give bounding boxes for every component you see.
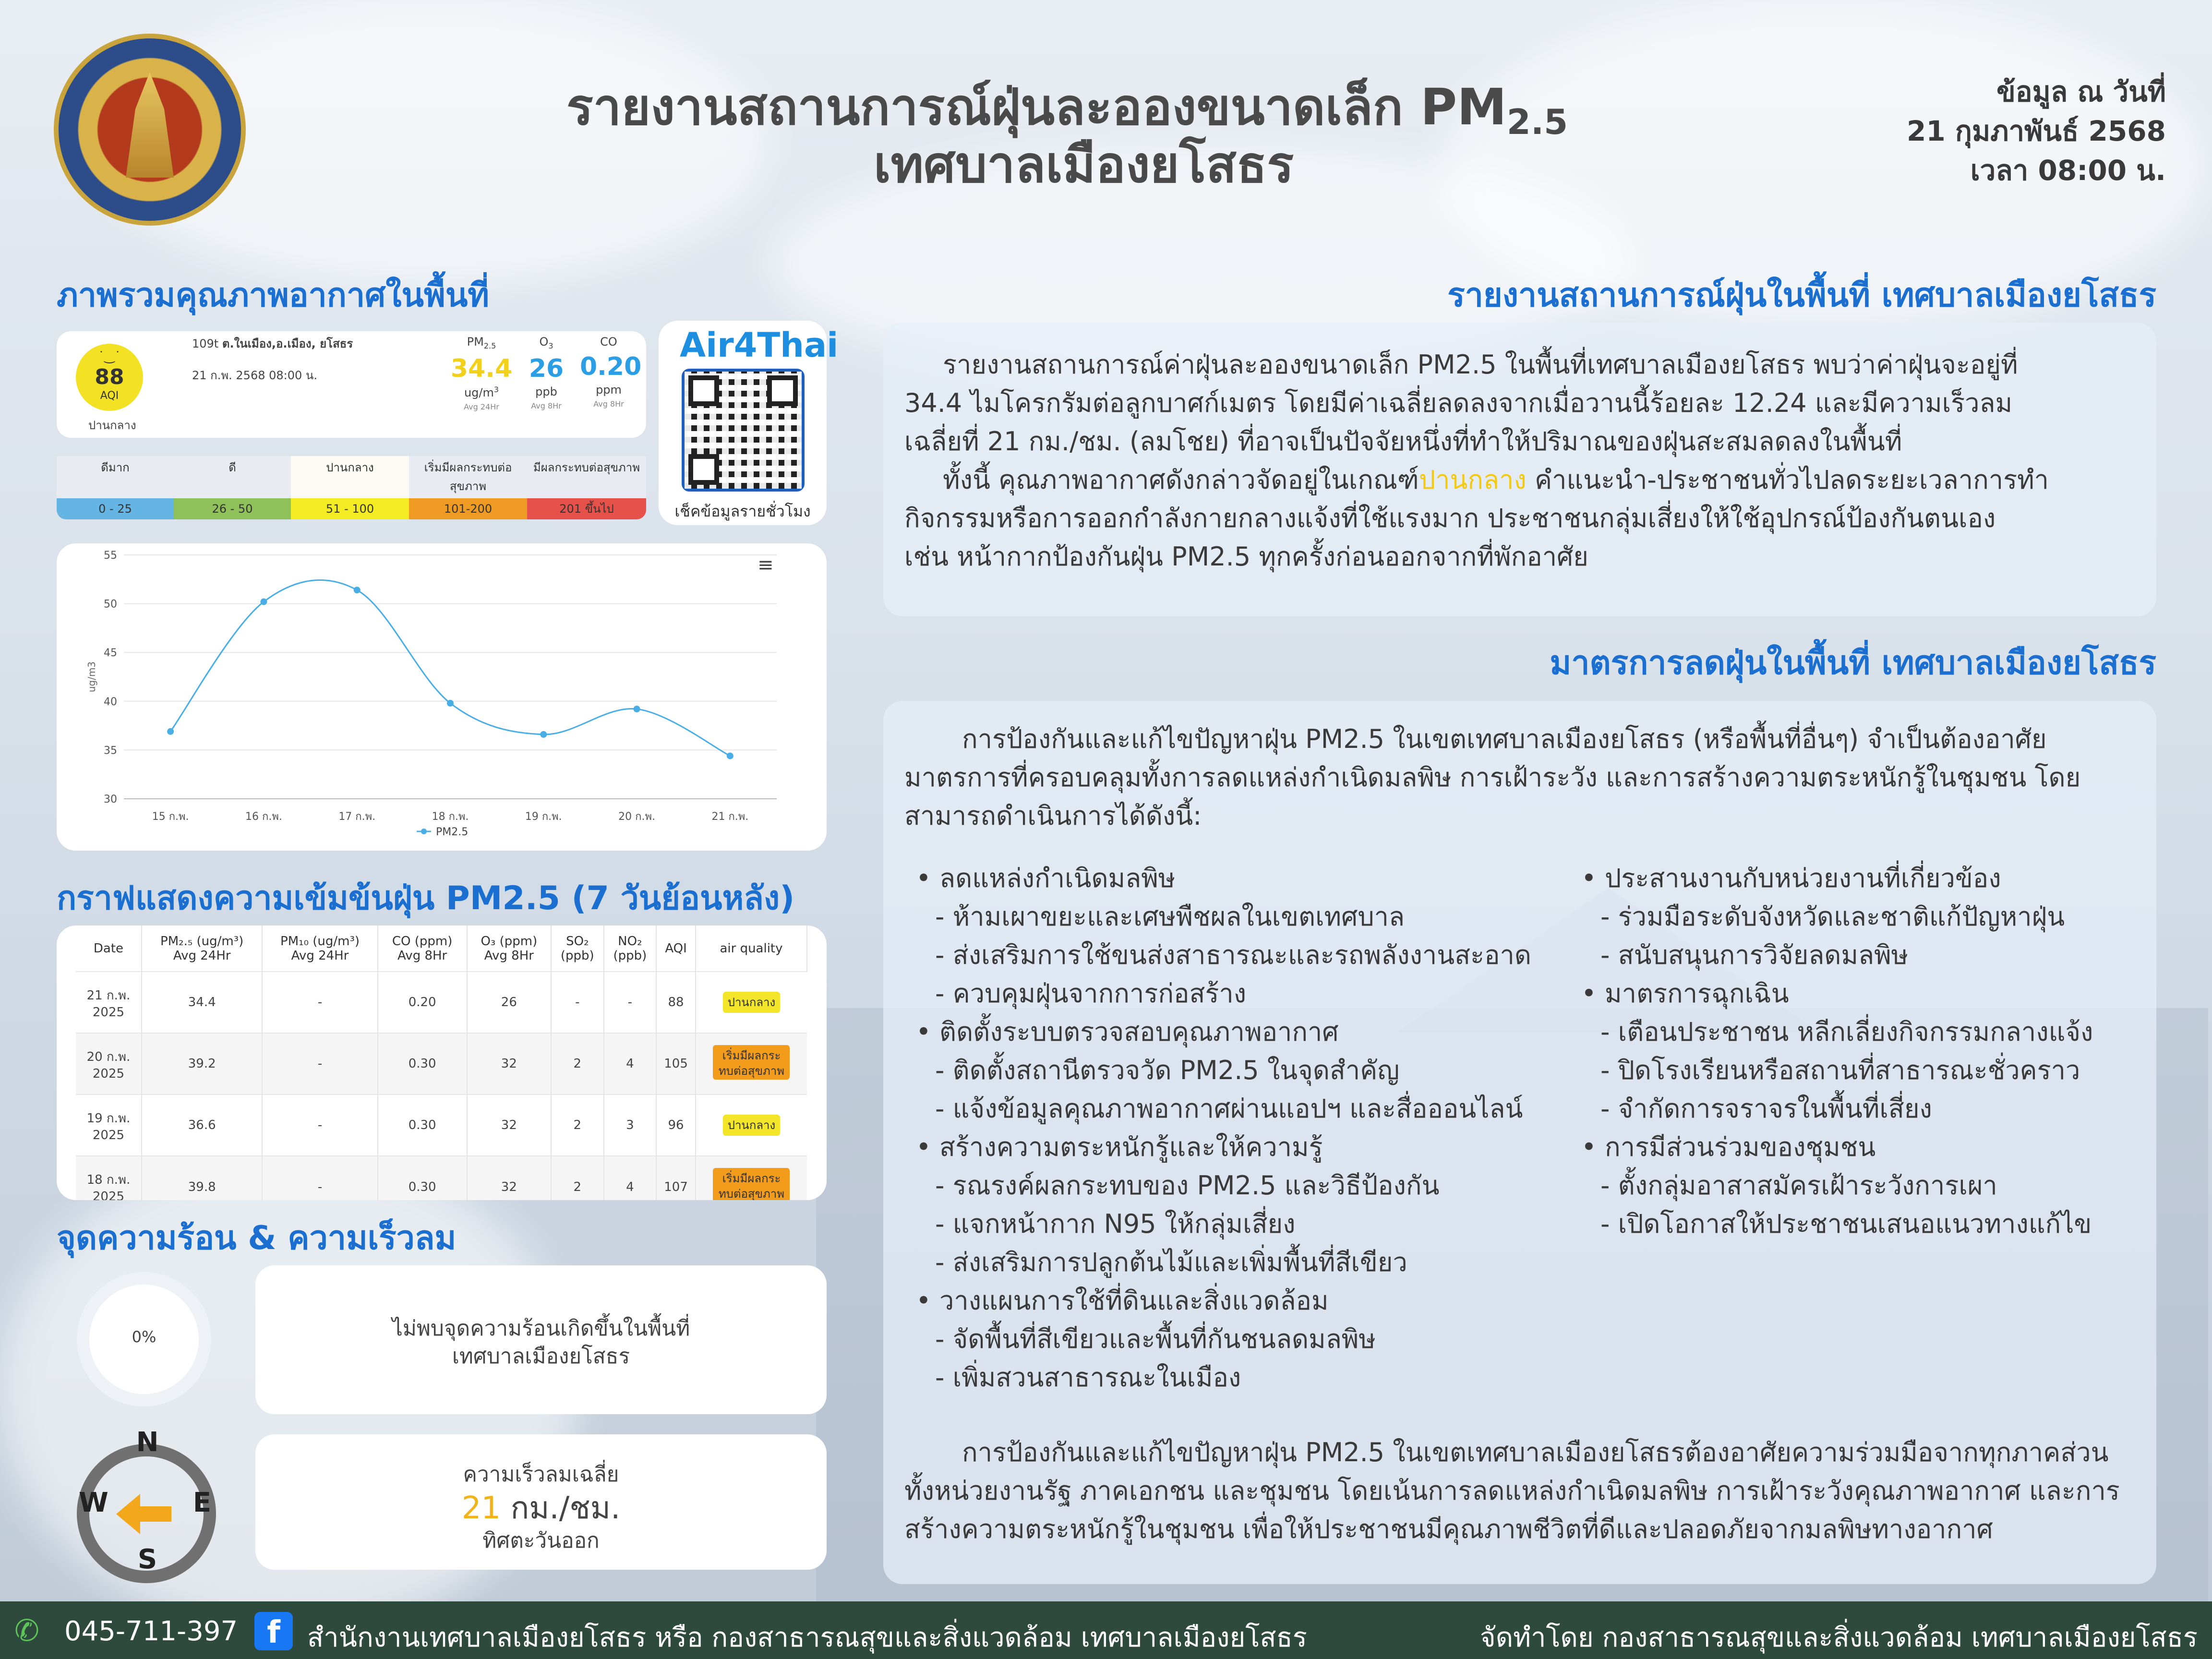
measure-category: • ลดแหล่งกำเนิดมลพิษ	[904, 859, 1567, 898]
phone-icon: ✆	[14, 1613, 39, 1648]
measure-category: • การมีส่วนร่วมของชุมชน	[1570, 1128, 2146, 1166]
table-header: PM₁₀ (ug/m³) Avg 24Hr	[262, 926, 377, 972]
measures-conclusion: การป้องกันและแก้ไขปัญหาฝุ่น PM2.5 ในเขตเทศบาลเมืองยโสธรต้องอาศัยความร่วมมือจากทุกภาคส่วน ทั้งหน่วยงานรัฐ ภาคเอกชน และชุมชน โดยเน้นการลดแหล่งกำเนิดมลพิษ การเฝ้าระวังคุณภาพอากาศ และการ สร้างความตระหนักรู้ในชุมชน เพื่อให้ประชาชนมีคุณภาพชีวิตที่ดีและปลอดภัยจากมลพิษทางอากาศ	[904, 1437, 2120, 1544]
x-tick-label: 16 ก.พ.	[245, 811, 282, 823]
data-point	[634, 706, 640, 712]
x-tick-label: 18 ก.พ.	[432, 811, 469, 823]
measures-list-left	[904, 859, 1567, 1397]
measure-item: - รณรงค์ผลกระทบของ PM2.5 และวิธีป้องกัน	[904, 1166, 1567, 1205]
aqi-scale-level: ดี 26 - 50	[174, 456, 291, 519]
wind-speed-card: ความเร็วลมเฉลี่ย 21 กม./ชม. ทิศตะวันออก	[255, 1434, 827, 1570]
air-quality-badge: เริ่มมีผลกระทบต่อสุขภาพ	[713, 1045, 790, 1080]
y-tick-label: 35	[104, 745, 117, 757]
measures-heading: มาตรการลดฝุ่นในพื้นที่ เทศบาลเมืองยโสธร	[1550, 644, 2156, 682]
y-tick-label: 30	[104, 793, 117, 805]
footer-office: สำนักงานเทศบาลเมืองยโสธร หรือ กองสาธารณสุขและสิ่งแวดล้อม เทศบาลเมืองยโสธร	[307, 1622, 1307, 1653]
pm25-line-chart	[57, 543, 827, 851]
y-axis-label: ug/m3	[86, 661, 97, 693]
measure-item: - เตือนประชาชน หลีกเลี่ยงกิจกรรมกลางแจ้ง	[1570, 1013, 2146, 1051]
legend-label: PM2.5	[436, 826, 469, 838]
table-row: 18 ก.พ. 2025 39.8 - 0.30 32 2 4 107 เริ่มมีผลกระทบต่อสุขภาพ	[76, 1156, 807, 1200]
station-datetime: 21 ก.พ. 2568 08:00 น.	[192, 369, 317, 382]
wind-compass	[77, 1427, 216, 1583]
measure-item: - จำกัดการจราจรในพื้นที่เสี่ยง	[1570, 1090, 2146, 1128]
hotspot-percent-ring: 0%	[77, 1272, 211, 1407]
data-point	[354, 587, 361, 593]
table-header: NO₂ (ppb)	[604, 926, 657, 972]
compass-south: S	[137, 1544, 157, 1575]
measure-item: - ส่งเสริมการปลูกต้นไม้และเพิ่มพื้นที่สีเขียว	[904, 1243, 1567, 1282]
measure-category: • มาตรการฉุกเฉิน	[1570, 974, 2146, 1013]
y-tick-label: 50	[104, 598, 117, 611]
table-header: PM₂.₅ (ug/m³) Avg 24Hr	[142, 926, 263, 972]
measures-card: การป้องกันและแก้ไขปัญหาฝุ่น PM2.5 ในเขตเทศบาลเมืองยโสธร (หรือพื้นที่อื่นๆ) จำเป็นต้องอาศัย มาตรการที่ครอบคลุมทั้งการลดแหล่งกำเนิดมลพิษ การเฝ้าระวัง และการสร้างความตระหนักรู้ในชุมชน โดย สามารถดำเนินการได้ดังนี้: • ลดแหล่งกำเนิดมลพิษ - ห้ามเผาขยะและเศษพืชผลในเขตเทศบาล - ส่งเสริมการใช้ขนส่งสาธารณะและรถพลังงานสะอาด - ควบคุมฝุ่นจากการก่อสร้าง • ติดตั้งระบบตรวจสอบคุณภาพอากาศ - ติดตั้งสถานีตรวจวัด PM2.5 ในจุดสำคัญ - แจ้งข้อมูลคุณภาพอากาศผ่านแอปฯ และสื่อออนไลน์ • สร้างความตระหนักรู้และให้ความรู้ - รณรงค์ผลกระทบของ PM2.5 และวิธีป้องกัน - แจกหน้ากาก N95 ให้กลุ่มเสี่ยง - ส่งเสริมการปลูกต้นไม้และเพิ่มพื้นที่สีเขียว • วางแผนการใช้ที่ดินและสิ่งแวดล้อม - จัดพื้นที่สีเขียวและพื้นที่กันชนลดมลพิษ - เพิ่มสวนสาธารณะในเมือง • ประสานงานกับหน่วยงานที่เกี่ยวข้อง - ร่วมมือระดับจังหวัดและชาติแก้ปัญหาฝุ่น - สนับสนุนการวิจัยลดมลพิษ • มาตรการฉุกเฉิน - เตือนประชาชน หลีกเลี่ยงกิจกรรมกลางแจ้ง - ปิดโรงเรียนหรือสถานที่สาธารณะชั่วคราว - จำกัดการจราจรในพื้นที่เสี่ยง • การมีส่วนร่วมของชุมชน - ตั้งกลุ่มอาสาสมัครเฝ้าระวังการเผา - เปิดโอกาสให้ประชาชนเสนอแนวทางแก้ไข การป้องกันและแก้ไขปัญหาฝุ่น PM2.5 ในเขตเทศบาลเมืองยโสธรต้องอาศัยความร่วมมือจากทุกภาคส่วน ทั้งหน่วยงานรัฐ ภาคเอกชน และชุมชน โดยเน้นการลดแหล่งกำเนิดมลพิษ การเฝ้าระวังคุณภาพอากาศ และการ สร้างความตระหนักรู้ในชุมชน เพื่อให้ประชาชนมีคุณภาพชีวิตที่ดีและปลอดภัยจากมลพิษทางอากาศ	[883, 701, 2156, 1584]
page-title: รายงานสถานการณ์ฝุ่นละอองขนาดเล็ก PM2.5	[566, 78, 1568, 142]
table-header: O₃ (ppm) Avg 8Hr	[467, 926, 551, 972]
y-tick-label: 45	[104, 647, 117, 660]
air-quality-badge: ปานกลาง	[723, 1115, 781, 1136]
x-tick-label: 17 ก.พ.	[338, 811, 376, 823]
history-table-card	[57, 926, 827, 1200]
wind-direction-arrow-icon	[116, 1490, 174, 1538]
aqi-scale-level: ดีมาก 0 - 25	[57, 456, 174, 519]
data-point	[167, 728, 174, 735]
table-row: 19 ก.พ. 2025 36.6 - 0.30 32 2 3 96 ปานกลาง	[76, 1094, 807, 1156]
x-tick-label: 20 ก.พ.	[618, 811, 655, 823]
history-heading: กราฟแสดงความเข้มข้นฝุ่น PM2.5 (7 วันย้อนหลัง)	[57, 879, 795, 917]
compass-east: E	[192, 1487, 212, 1518]
air-quality-badge: เริ่มมีผลกระทบต่อสุขภาพ	[713, 1168, 790, 1200]
report-date: ข้อมูล ณ วันที่ 21 กุมภาพันธ์ 2568 เวลา 08:00 น.	[1907, 75, 2166, 187]
footer-phone[interactable]: 045-711-397	[64, 1616, 238, 1647]
measure-item: - ตั้งกลุ่มอาสาสมัครเฝ้าระวังการเผา	[1570, 1166, 2146, 1205]
x-tick-label: 21 ก.พ.	[711, 811, 749, 823]
page-subtitle: เทศบาลเมืองยโสธร	[874, 135, 1294, 194]
pm25-chart-card	[57, 543, 827, 851]
series-line-pm25	[170, 580, 730, 756]
aqi-card	[57, 331, 646, 438]
aqi-scale-level: เริ่มมีผลกระทบต่อสุขภาพ 101-200	[409, 456, 527, 519]
station-info: 109t ต.ในเมือง,อ.เมือง, ยโสธร	[192, 337, 353, 350]
history-table	[76, 926, 807, 1200]
measure-item: - เปิดโอกาสให้ประชาชนเสนอแนวทางแก้ไข	[1570, 1205, 2146, 1243]
x-tick-label: 15 ก.พ.	[152, 811, 189, 823]
compass-north: N	[136, 1427, 159, 1458]
measure-category: • ติดตั้งระบบตรวจสอบคุณภาพอากาศ	[904, 1013, 1567, 1051]
measure-item: - ปิดโรงเรียนหรือสถานที่สาธารณะชั่วคราว	[1570, 1051, 2146, 1090]
measures-list-right	[1570, 859, 2146, 1243]
chart-menu-icon[interactable]: ≡	[757, 554, 774, 576]
qr-code-icon[interactable]	[682, 369, 805, 492]
data-point	[260, 599, 267, 605]
report-card: รายงานสถานการณ์ค่าฝุ่นละอองขนาดเล็ก PM2.5 ในพื้นที่เทศบาลเมืองยโสธร พบว่าค่าฝุ่นจะอยู่ที่ 34.4 ไมโครกรัมต่อลูกบาศก์เมตร โดยมีค่าเฉลี่ยลดลงจากเมื่อวานนี้ร้อยละ 12.24 และมีความเร็วลม เฉลี่ยที่ 21 กม./ชม. (ลมโชย) ที่อาจเป็นปัจจัยหนึ่งที่ทำให้ปริมาณของฝุ่นสะสมลดลงในพื้นที่ ทั้งนี้ คุณภาพอากาศดังกล่าวจัดอยู่ในเกณฑ์ปานกลาง คำแนะนำ-ประชาชนทั่วไปลดระยะเวลาการทำ กิจกรรมหรือการออกกำลังกายกลางแจ้งที่ใช้แรงมาก ประชาชนกลุ่มเสี่ยงให้ใช้อุปกรณ์ป้องกันตนเอง เช่น หน้ากากป้องกันฝุ่น PM2.5 ทุกครั้งก่อนออกจากที่พักอาศัย	[883, 323, 2156, 616]
table-row: 21 ก.พ. 2025 34.4 - 0.20 26 - - 88 ปานกลาง	[76, 972, 807, 1033]
measure-item: - จัดพื้นที่สีเขียวและพื้นที่กันชนลดมลพิษ	[904, 1320, 1567, 1358]
legend-marker	[421, 829, 427, 834]
aqi-badge: ˙‿˙ 88 AQI	[76, 344, 143, 411]
measure-item: - ควบคุมฝุ่นจากการก่อสร้าง	[904, 974, 1567, 1013]
y-tick-label: 40	[104, 696, 117, 708]
x-tick-label: 19 ก.พ.	[525, 811, 562, 823]
aqi-scale-level: ปานกลาง 51 - 100	[291, 456, 409, 519]
o3-reading: $O_3$ 26 ppb Avg 8Hr	[529, 335, 564, 410]
wind-speed-value: 21 กม./ชม.	[461, 1491, 621, 1526]
footer-credit: จัดทำโดย กองสาธารณสุขและสิ่งแวดล้อม เทศบาลเมืองยโสธร	[1479, 1622, 2198, 1653]
air-quality-badge: ปานกลาง	[723, 992, 781, 1013]
measure-item: - ห้ามเผาขยะและเศษพืชผลในเขตเทศบาล	[904, 898, 1567, 936]
aqi-status: ปานกลาง	[88, 419, 136, 432]
pm25-reading: $PM_{2.5}$ 34.4 $ug/m^3$ Avg 24Hr	[450, 335, 513, 411]
footer	[0, 1601, 2212, 1659]
table-row: 20 ก.พ. 2025 39.2 - 0.30 32 2 4 105 เริ่มมีผลกระทบต่อสุขภาพ	[76, 1033, 807, 1094]
measure-item: - แจ้งข้อมูลคุณภาพอากาศผ่านแอปฯ และสื่อออนไลน์	[904, 1090, 1567, 1128]
facebook-icon[interactable]: f	[254, 1612, 293, 1650]
data-point	[540, 731, 547, 738]
measure-category: • ประสานงานกับหน่วยงานที่เกี่ยวข้อง	[1570, 859, 2146, 898]
table-header: CO (ppm) Avg 8Hr	[378, 926, 467, 972]
air4thai-logo: Air4Thai	[680, 325, 839, 365]
data-point	[727, 753, 733, 759]
report-heading: รายงานสถานการณ์ฝุ่นในพื้นที่ เทศบาลเมืองยโสธร	[1447, 276, 2156, 314]
air4thai-card[interactable]	[659, 321, 839, 525]
co-reading: CO 0.20 ppm Avg 8Hr	[580, 335, 642, 409]
table-header: SO₂ (ppb)	[551, 926, 604, 972]
measure-item: - ส่งเสริมการใช้ขนส่งสาธารณะและรถพลังงานสะอาด	[904, 936, 1567, 974]
measure-item: - ร่วมมือระดับจังหวัดและชาติแก้ปัญหาฝุ่น	[1570, 898, 2146, 936]
overview-heading: ภาพรวมคุณภาพอากาศในพื้นที่	[57, 276, 490, 314]
table-header: air quality	[696, 926, 807, 972]
table-header: Date	[76, 926, 142, 972]
municipal-seal-logo	[54, 34, 246, 226]
hotspot-message-card: ไม่พบจุดความร้อนเกิดขึ้นในพื้นที่ เทศบาลเมืองยโสธร	[255, 1265, 827, 1414]
data-point	[447, 700, 454, 707]
hotspot-heading: จุดความร้อน & ความเร็วลม	[57, 1219, 457, 1257]
measure-item: - เพิ่มสวนสาธารณะในเมือง	[904, 1358, 1567, 1397]
measure-category: • วางแผนการใช้ที่ดินและสิ่งแวดล้อม	[904, 1282, 1567, 1320]
aqi-scale-level: มีผลกระทบต่อสุขภาพ 201 ขึ้นไป	[527, 456, 646, 519]
measure-item: - ติดตั้งสถานีตรวจวัด PM2.5 ในจุดสำคัญ	[904, 1051, 1567, 1090]
y-tick-label: 55	[104, 550, 117, 562]
measure-item: - แจกหน้ากาก N95 ให้กลุ่มเสี่ยง	[904, 1205, 1567, 1243]
air4thai-caption: เช็คข้อมูลรายชั่วโมง	[674, 502, 811, 520]
measure-item: - สนับสนุนการวิจัยลดมลพิษ	[1570, 936, 2146, 974]
table-header: AQI	[656, 926, 696, 972]
compass-west: W	[79, 1487, 108, 1518]
measure-category: • สร้างความตระหนักรู้และให้ความรู้	[904, 1128, 1567, 1166]
